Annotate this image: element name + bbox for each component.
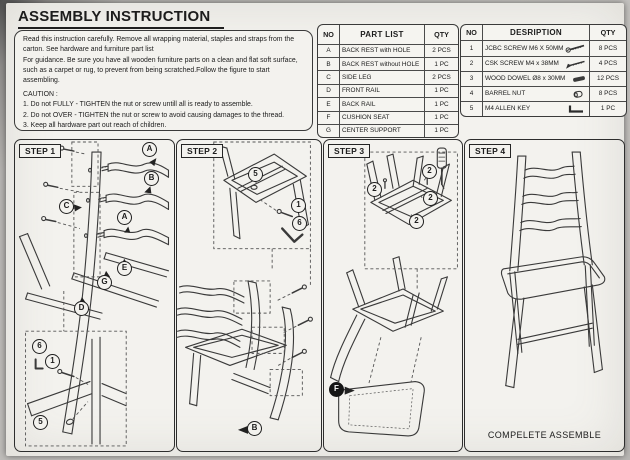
barrel-nut-icon: [565, 89, 587, 99]
callout-part-a: A: [142, 142, 157, 157]
callout-part-d: D: [74, 301, 89, 316]
step3-diagram: [324, 140, 462, 451]
part-qty: 2 PCS: [425, 71, 459, 84]
callout-csk-screw: 2: [423, 191, 438, 206]
complete-assemble-caption: COMPELETE ASSEMBLE: [487, 430, 602, 440]
hw-no: 1: [461, 41, 483, 56]
intro-paragraph-1: Read this instruction carefully. Remove all wrapping material, staples and straps from the carton. See hardware and furniture part list: [23, 36, 295, 54]
part-qty: 2 PCS: [425, 44, 459, 57]
step3-label: STEP 3: [328, 144, 370, 158]
hw-no: 5: [461, 101, 483, 116]
col-qty: QTY: [590, 25, 627, 41]
part-name: CUSHION SEAT: [340, 111, 425, 124]
caution-item: 3. Keep all hardware part out reach of children.: [23, 121, 167, 129]
hw-no: 2: [461, 56, 483, 71]
table-row: [318, 124, 458, 137]
part-qty: 1 PC: [425, 98, 459, 111]
part-name: BACK REST with HOLE: [340, 44, 425, 57]
hw-name: JCBC SCREW M6 X 50MM: [485, 44, 564, 52]
part-qty: 1 PC: [425, 124, 459, 137]
part-no: C: [318, 71, 340, 84]
step3-panel: [323, 139, 463, 452]
table-row: [318, 44, 458, 57]
part-no: D: [318, 84, 340, 97]
hw-name: CSK SCREW M4 x 38MM: [485, 60, 559, 68]
step1-label: STEP 1: [19, 144, 61, 158]
scanned-page: [6, 3, 624, 456]
table-header-row: [318, 25, 458, 44]
page-title: ASSEMBLY INSTRUCTION: [18, 8, 224, 29]
part-no: A: [318, 44, 340, 57]
callout-csk-screw: 2: [367, 182, 382, 197]
hw-no: 4: [461, 86, 483, 101]
step4-diagram: [465, 140, 624, 451]
col-part-list: PART LIST: [340, 25, 425, 44]
hw-name: BARREL NUT: [485, 90, 526, 98]
callout-part-e: E: [117, 261, 132, 276]
wood-dowel-icon: [567, 74, 589, 84]
hw-qty: 8 PCS: [590, 86, 627, 101]
col-no: NO: [318, 25, 340, 44]
caution-title: CAUTION :: [23, 90, 58, 98]
callout-part-f: F: [329, 382, 344, 397]
callout-barrel-nut: 5: [33, 415, 48, 430]
step2-label: STEP 2: [181, 144, 223, 158]
part-no: B: [318, 58, 340, 71]
step1-panel: [14, 139, 175, 452]
part-no: G: [318, 124, 340, 137]
part-name: BACK RAIL: [340, 98, 425, 111]
part-no: F: [318, 111, 340, 124]
callout-barrel-nut: 5: [248, 167, 263, 182]
callout-part-b: B: [247, 421, 262, 436]
table-row: [318, 84, 458, 97]
table-row: [461, 101, 626, 116]
table-row: [461, 56, 626, 71]
instruction-box: [14, 30, 313, 131]
callout-screw: 1: [291, 198, 306, 213]
col-no: NO: [461, 25, 483, 41]
hw-name: M4 ALLEN KEY: [485, 105, 531, 113]
col-qty: QTY: [425, 25, 459, 44]
callout-part-a: A: [117, 210, 132, 225]
screwdriver-icon: [437, 148, 446, 168]
table-row: [318, 111, 458, 124]
step4-panel: [464, 139, 625, 452]
hw-qty: 12 PCS: [590, 71, 627, 86]
hw-qty: 4 PCS: [590, 56, 627, 71]
callout-allen-key: 6: [32, 339, 47, 354]
part-list-table: [317, 24, 459, 138]
callout-part-c: C: [59, 199, 74, 214]
table-row: [461, 86, 626, 101]
callout-screw: 1: [45, 354, 60, 369]
table-row: [318, 71, 458, 84]
table-row: [318, 98, 458, 111]
part-name: CENTER SUPPORT: [340, 124, 425, 137]
callout-part-g: G: [97, 275, 112, 290]
callout-csk-screw: 2: [422, 164, 437, 179]
step2-diagram: [177, 140, 321, 451]
step1-diagram: [15, 140, 174, 451]
hardware-table: [460, 24, 627, 117]
table-row: [318, 58, 458, 71]
csk-screw-icon: [565, 59, 587, 69]
part-name: BACK REST without HOLE: [340, 58, 425, 71]
part-name: FRONT RAIL: [340, 84, 425, 97]
callout-part-b: B: [144, 171, 159, 186]
callout-allen-key: 6: [292, 216, 307, 231]
hw-qty: 1 PC: [590, 101, 627, 116]
part-name: SIDE LEG: [340, 71, 425, 84]
hw-qty: 8 PCS: [590, 41, 627, 56]
part-qty: 1 PC: [425, 84, 459, 97]
table-row: [461, 41, 626, 56]
step2-panel: [176, 139, 322, 452]
intro-paragraph-2: For guidance. Be sure you have all wooden furniture parts on a clean and flat soft surface, such as a carpet or rug, to prevent from being scratched.Follow the figure to start assembling.: [23, 56, 298, 85]
part-qty: 1 PC: [425, 111, 459, 124]
hw-name: WOOD DOWEL Ø8 x 30MM: [485, 75, 566, 83]
part-qty: 1 PC: [425, 58, 459, 71]
table-row: [461, 71, 626, 86]
table-header-row: [461, 25, 626, 41]
part-no: E: [318, 98, 340, 111]
caution-item: 2. Do not OVER - TIGHTEN the nut or screw to avoid causing damages to the thread.: [23, 111, 285, 119]
hw-no: 3: [461, 71, 483, 86]
jcbc-screw-icon: [565, 43, 587, 53]
caution-item: 1. Do not FULLY - TIGHTEN the nut or screw untill all is ready to assemble.: [23, 101, 253, 109]
callout-csk-screw: 2: [409, 214, 424, 229]
col-desription: DESRIPTION: [483, 25, 590, 41]
step4-label: STEP 4: [469, 144, 511, 158]
allen-key-icon: [565, 104, 587, 114]
